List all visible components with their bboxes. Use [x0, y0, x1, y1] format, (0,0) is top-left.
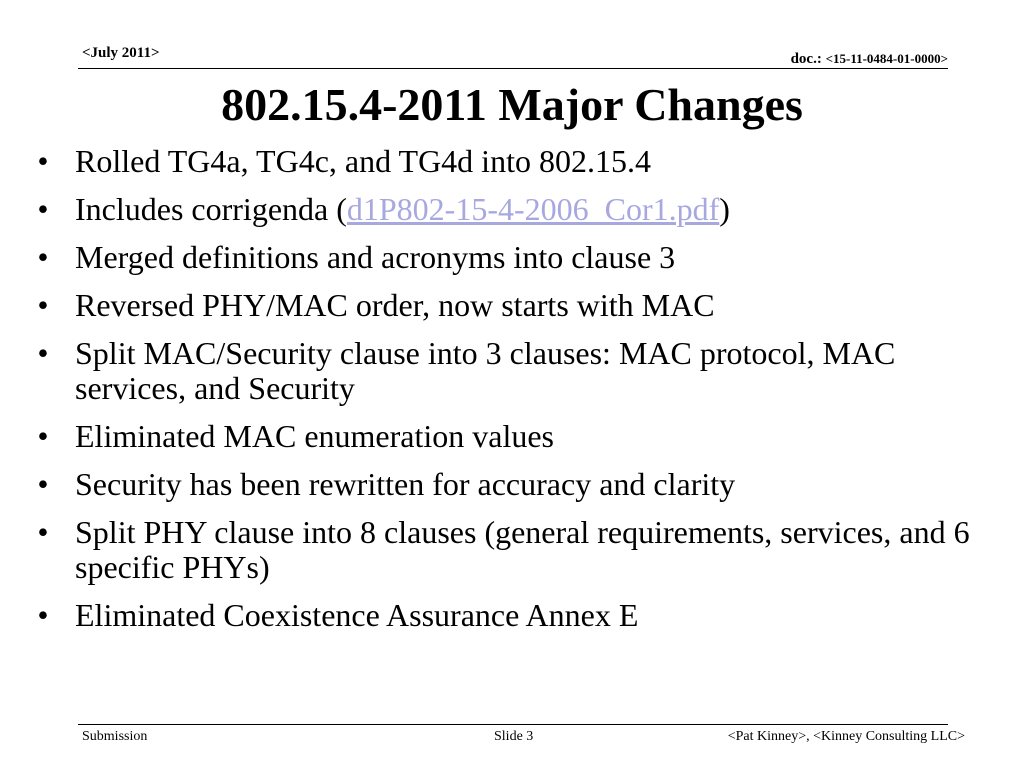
bullet-dot-icon: •: [37, 191, 49, 227]
doc-number: <15-11-0484-01-0000>: [825, 51, 948, 66]
bullet-dot-icon: •: [37, 239, 49, 275]
bullet-dot-icon: •: [37, 335, 49, 371]
bullet-dot-icon: •: [37, 287, 49, 323]
bullet-item: [28, 598, 988, 633]
bullet-dot-icon: •: [37, 143, 49, 179]
bullet-item: [28, 419, 988, 454]
footer-slide-number: Slide 3: [494, 729, 534, 744]
bullet-item: [28, 192, 988, 227]
bullet-text: Eliminated Coexistence Assurance Annex E: [75, 597, 639, 633]
bullet-text: Merged definitions and acronyms into clause 3: [75, 239, 676, 275]
header-doc-id: [791, 50, 948, 68]
bullet-item: [28, 240, 988, 275]
footer-divider: [78, 724, 948, 725]
doc-label: doc.:: [790, 51, 822, 67]
bullet-item: [28, 144, 988, 179]
bullet-item: [28, 515, 988, 585]
bullet-dot-icon: •: [37, 514, 49, 550]
bullet-list: [28, 144, 988, 646]
bullet-text: Security has been rewritten for accuracy and clarity: [75, 466, 736, 502]
bullet-item: [28, 467, 988, 502]
corrigenda-link[interactable]: d1P802-15-4-2006_Cor1.pdf: [346, 191, 720, 227]
footer-submission: Submission: [82, 729, 148, 744]
bullet-item: [28, 288, 988, 323]
footer-author: <Pat Kinney>, <Kinney Consulting LLC>: [727, 729, 965, 744]
bullet-text: Eliminated MAC enumeration values: [75, 418, 554, 454]
slide-title: 802.15.4-2011 Major Changes: [221, 79, 803, 130]
bullet-dot-icon: •: [37, 597, 49, 633]
bullet-text: Split MAC/Security clause into 3 clauses: MAC protocol, MAC services, and Security: [75, 335, 896, 406]
bullet-item: [28, 336, 988, 406]
bullet-text-prefix: Includes corrigenda (: [75, 191, 347, 227]
header-date: <July 2011>: [82, 45, 160, 61]
bullet-text: Reversed PHY/MAC order, now starts with MAC: [75, 287, 715, 323]
bullet-dot-icon: •: [37, 466, 49, 502]
bullet-text: Split PHY clause into 8 clauses (general requirements, services, and 6 specific PHYs): [75, 514, 970, 585]
bullet-text-suffix: ): [719, 191, 730, 227]
header-divider: [78, 68, 948, 69]
bullet-dot-icon: •: [37, 418, 49, 454]
bullet-text: Rolled TG4a, TG4c, and TG4d into 802.15.4: [75, 143, 651, 179]
